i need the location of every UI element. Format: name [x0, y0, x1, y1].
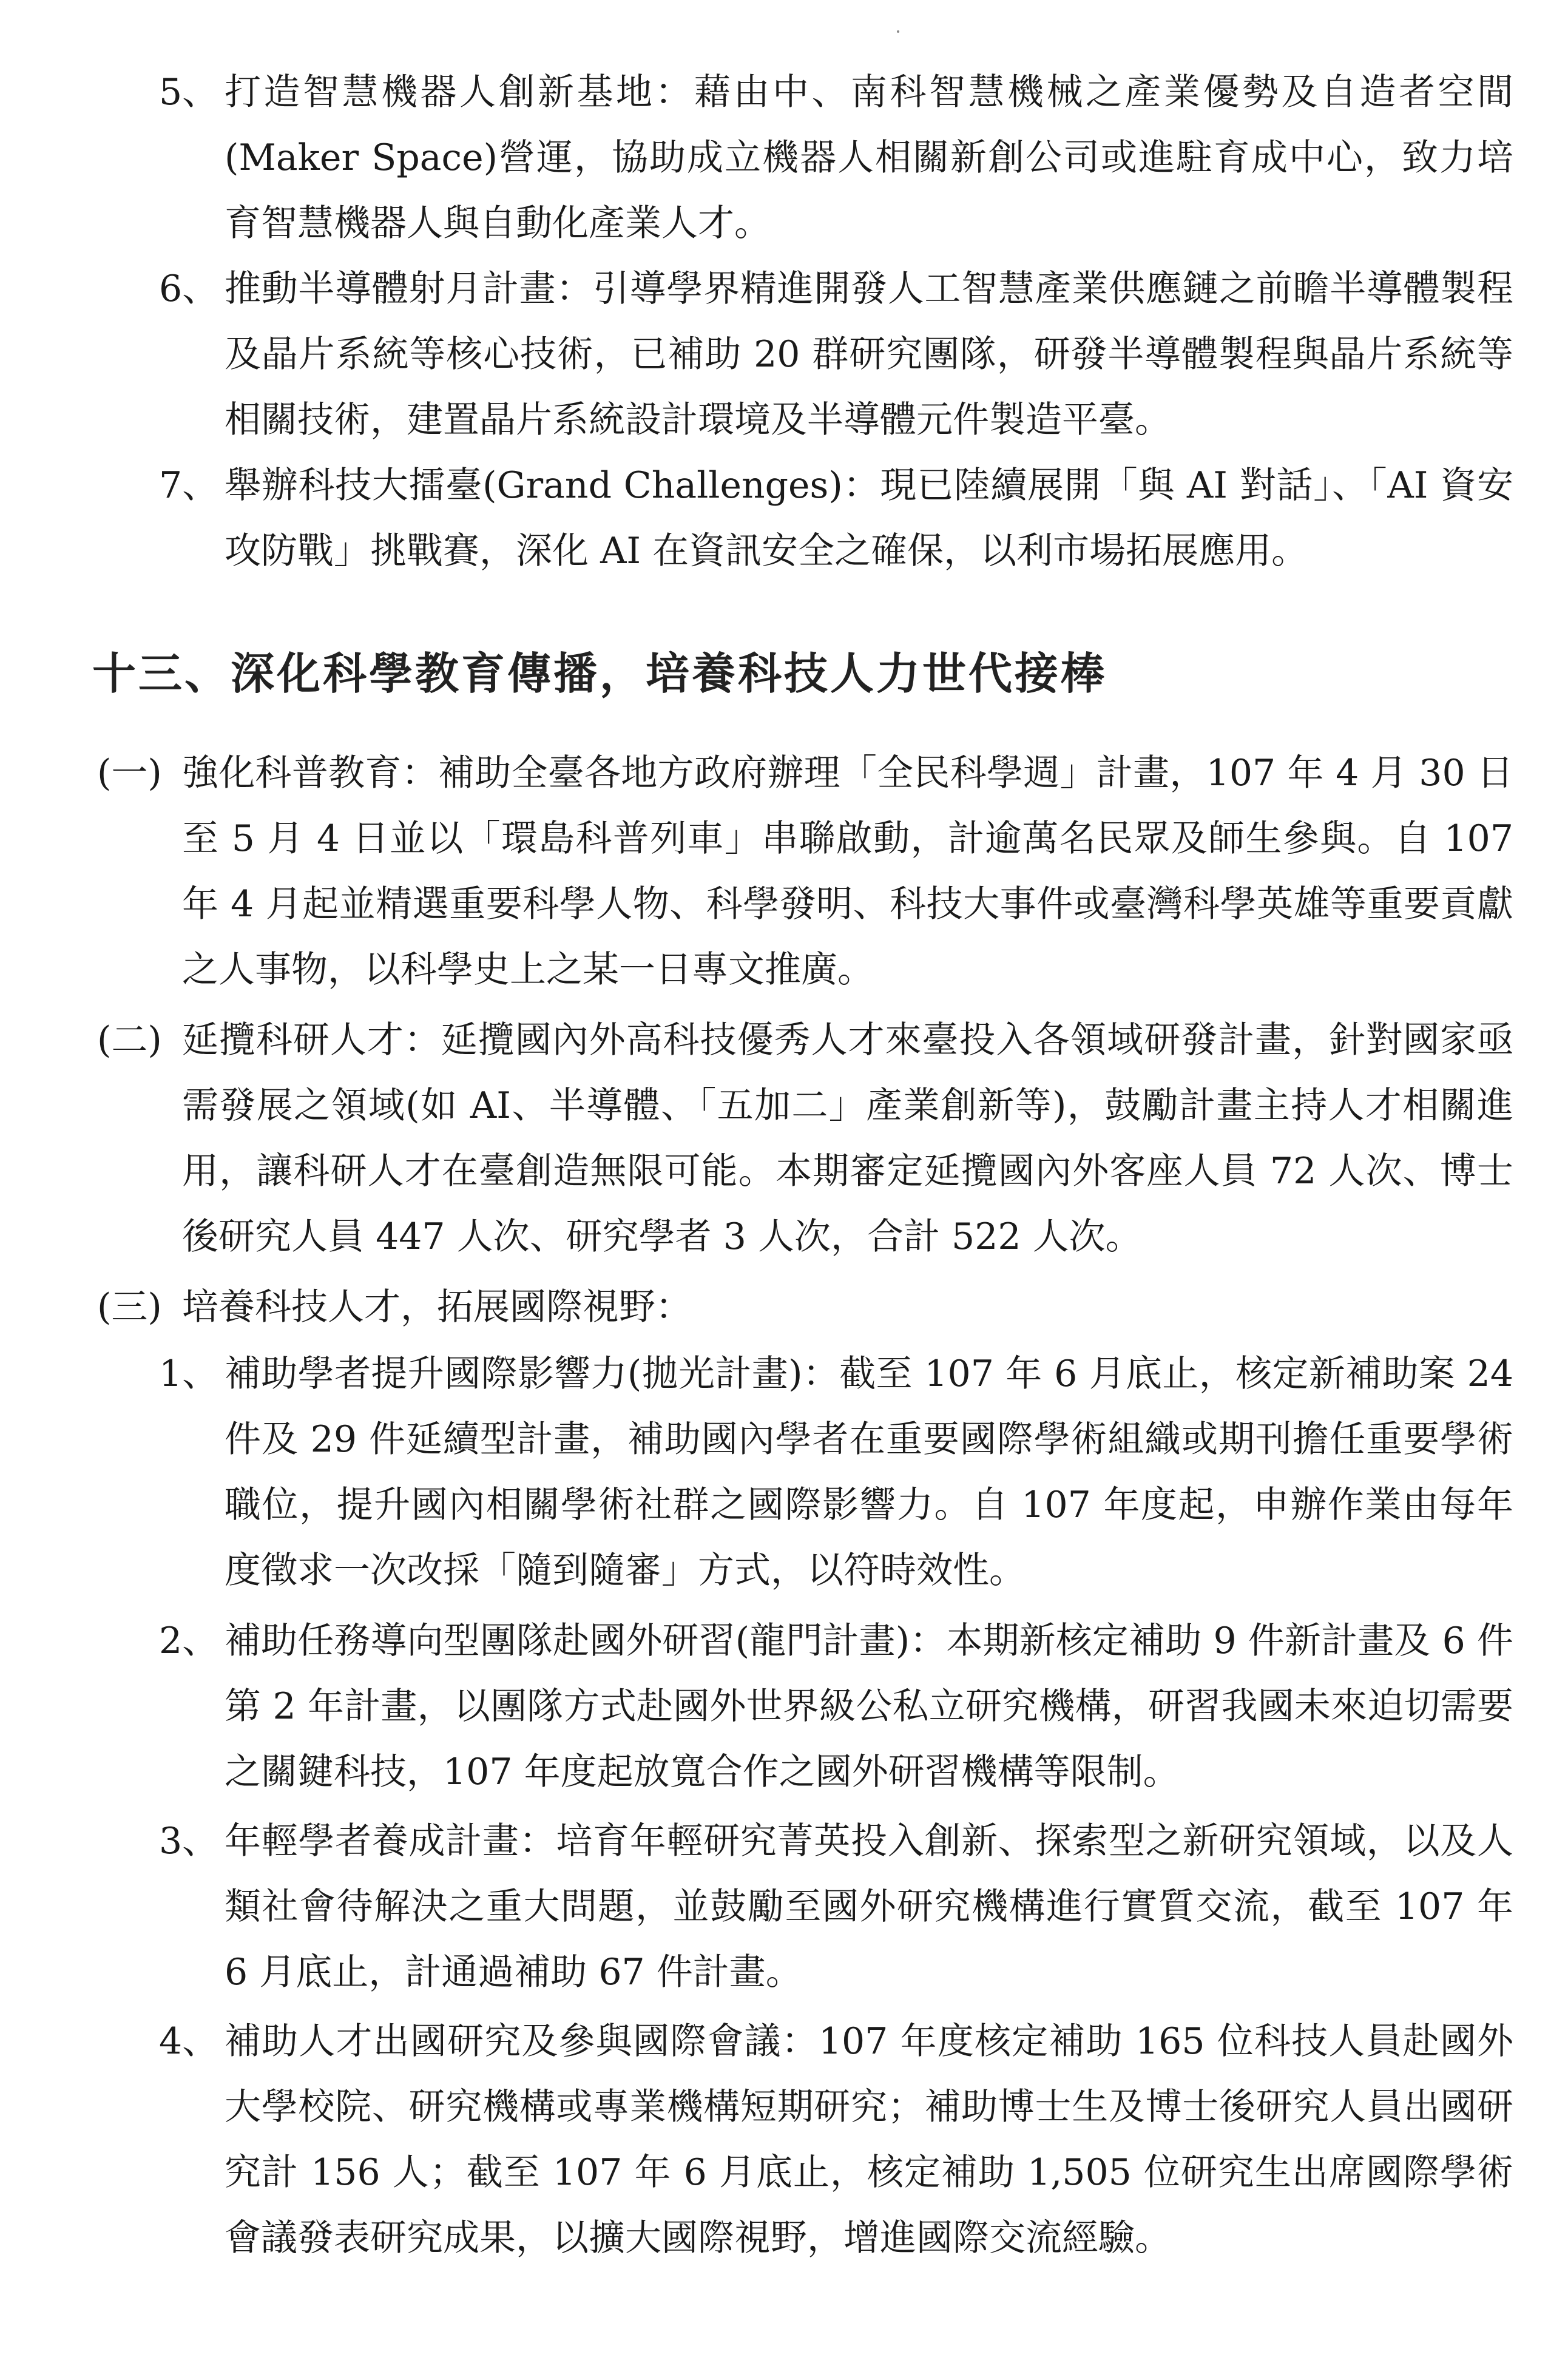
list-item-number: 5、 — [159, 71, 219, 113]
scan-speck — [897, 30, 899, 33]
subsection-text: 強化科普教育：補助全臺各地方政府辦理「全民科學週」計畫，107 年 4 月 30 日至 5 月 4 日並以「環島科普列車」串聯啟動，計逾萬名民眾及師生參與。自 107 年 4 月起並精選重要科學人物、科學發明、科技大事件或臺灣科學英雄等重要貢獻之人事物，以科學史上之某一日專文推廣。 — [182, 752, 1513, 991]
list-item-1 — [159, 1341, 1513, 1603]
list-item-text: 補助學者提升國際影響力(拋光計畫)：截至 107 年 6 月底止，核定新補助案 24 件及 29 件延續型計畫，補助國內學者在重要國際學術組織或期刊擔任重要學術職位，提升國內相關學術社群之國際影響力。自 107 年度起，申辦作業由每年度徵求一次改採「隨到隨審」方式，以符時效性。 — [225, 1353, 1514, 1592]
list-item-7 — [159, 453, 1513, 584]
list-item-text: 年輕學者養成計畫：培育年輕研究菁英投入創新、探索型之新研究領域，以及人類社會待解決之重大問題，並鼓勵至國外研究機構進行實質交流，截至 107 年 6 月底止，計通過補助 67 件計畫。 — [225, 1820, 1513, 1993]
list-item-5 — [159, 59, 1513, 256]
list-item-text: 打造智慧機器人創新基地：藉由中、南科智慧機械之產業優勢及自造者空間(Maker Space)營運，協助成立機器人相關新創公司或進駐育成中心，致力培育智慧機器人與自動化產業人才。 — [225, 71, 1513, 245]
list-item-6 — [159, 256, 1513, 453]
list-item-number: 6、 — [159, 268, 219, 310]
subsection-number: (三) — [97, 1286, 162, 1328]
subsection-number: (二) — [97, 1019, 162, 1061]
subsection-1 — [97, 740, 1513, 1002]
list-item-number: 4、 — [159, 2020, 219, 2063]
list-item-text: 舉辦科技大擂臺(Grand Challenges)：現已陸續展開「與 AI 對話」、「AI 資安攻防戰」挑戰賽，深化 AI 在資訊安全之確保，以利市場拓展應用。 — [225, 464, 1513, 572]
list-item-text: 補助任務導向型團隊赴國外研習(龍門計畫)：本期新核定補助 9 件新計畫及 6 件第 2 年計畫，以團隊方式赴國外世界級公私立研究機構，研習我國未來迫切需要之關鍵科技，107 年度起放寬合作之國外研習機構等限制。 — [225, 1620, 1513, 1793]
list-item-text: 補助人才出國研究及參與國際會議：107 年度核定補助 165 位科技人員赴國外大學校院、研究機構或專業機構短期研究；補助博士生及博士後研究人員出國研究計 156 人；截至 107 年 6 月底止，核定補助 1,505 位研究生出席國際學術會議發表研究成果，以擴大國際視野，增進國際交流經驗。 — [225, 2020, 1513, 2259]
list-item-2 — [159, 1608, 1513, 1805]
subsection-text: 延攬科研人才：延攬國內外高科技優秀人才來臺投入各領域研發計畫，針對國家亟需發展之領域(如 AI、半導體、「五加二」產業創新等)，鼓勵計畫主持人才相關進用，讓科研人才在臺創造無限可能。本期審定延攬國內外客座人員 72 人次、博士後研究人員 447 人次、研究學者 3 人次，合計 522 人次。 — [182, 1019, 1513, 1258]
section-heading: 十三、深化科學教育傳播，培養科技人力世代接棒 — [92, 648, 1107, 699]
subsection-3 — [97, 1274, 1513, 1340]
list-item-number: 1、 — [159, 1353, 219, 1395]
list-item-number: 7、 — [159, 464, 219, 507]
list-item-number: 3、 — [159, 1820, 219, 1862]
subsection-2 — [97, 1007, 1513, 1270]
list-item-number: 2、 — [159, 1620, 219, 1662]
subsection-text: 培養科技人才，拓展國際視野： — [182, 1286, 692, 1328]
subsection-number: (一) — [97, 752, 162, 794]
list-item-3 — [159, 1808, 1513, 2005]
list-item-4 — [159, 2009, 1513, 2271]
list-item-text: 推動半導體射月計畫：引導學界精進開發人工智慧產業供應鏈之前瞻半導體製程及晶片系統等核心技術，已補助 20 群研究團隊，研發半導體製程與晶片系統等相關技術，建置晶片系統設計環境及半導體元件製造平臺。 — [225, 268, 1513, 441]
